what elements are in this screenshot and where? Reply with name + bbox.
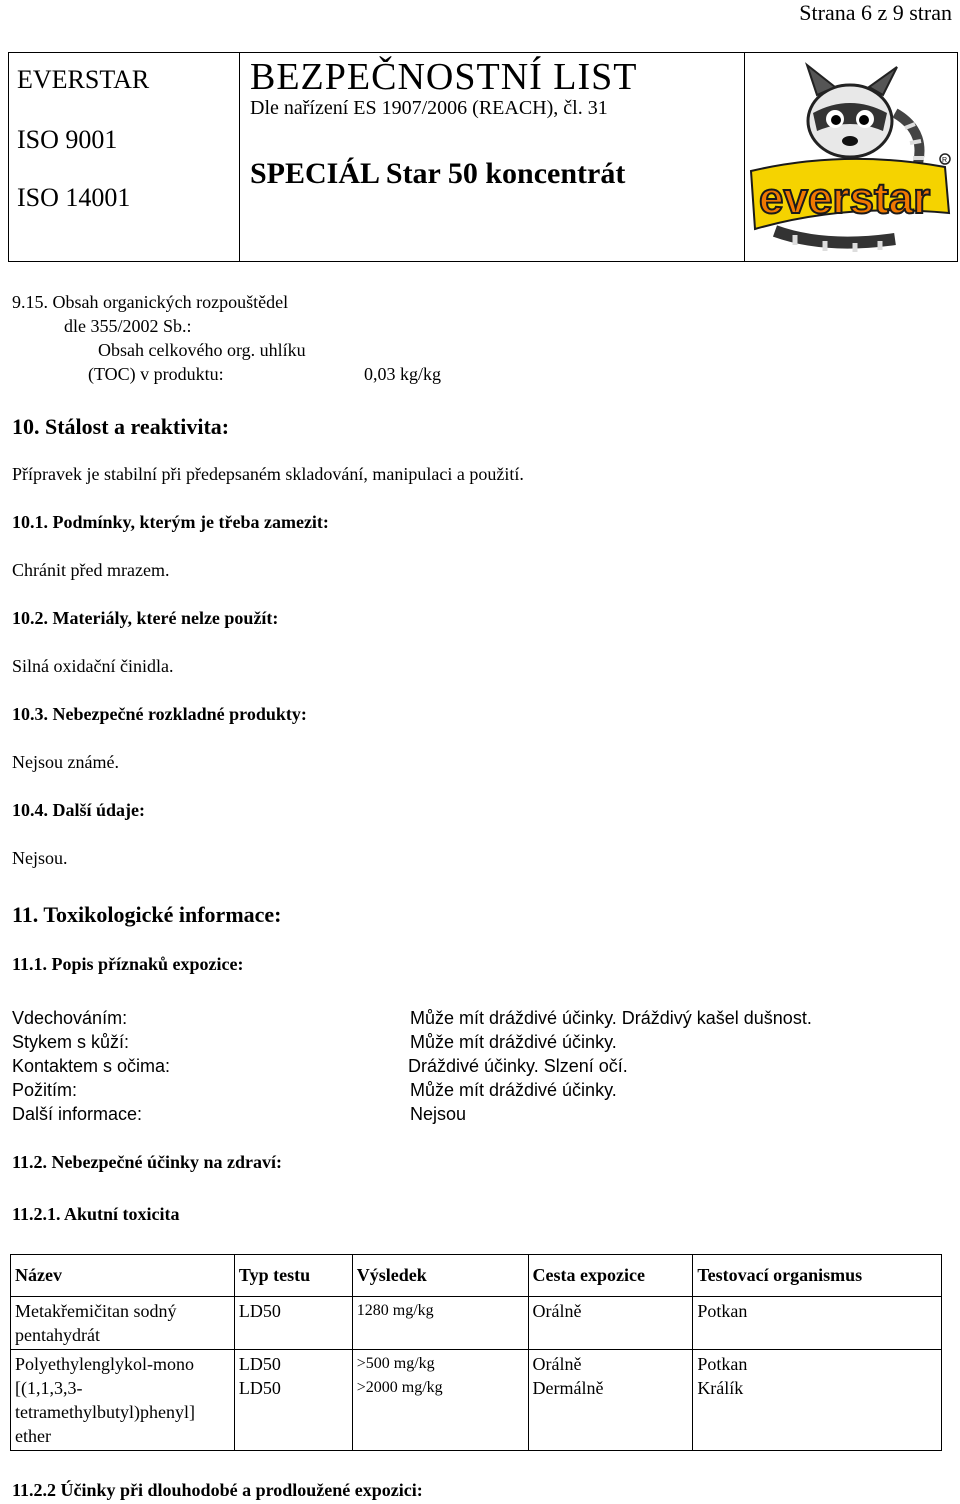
cell-line: Orálně — [532, 1301, 582, 1321]
cell-line: Orálně — [532, 1354, 582, 1374]
cell-organism — [693, 1297, 942, 1350]
exposure-value-eyes: Dráždivé účinky. Slzení očí. — [408, 1056, 628, 1076]
section-10-2-heading: 10.2. Materiály, které nelze použít: — [12, 608, 279, 628]
cell-line: >500 mg/kg — [356, 1355, 435, 1372]
svg-text:R: R — [942, 157, 948, 164]
table-row — [11, 1297, 942, 1350]
header-title-cell — [239, 52, 745, 262]
cell-route — [528, 1297, 693, 1350]
regulation-reference: Dle nařízení ES 1907/2006 (REACH), čl. 31 — [250, 97, 608, 119]
exposure-value-other: Nejsou — [410, 1104, 467, 1124]
cell-line: [(1,1,3,3- — [15, 1378, 83, 1398]
table-header-row — [11, 1255, 942, 1297]
exposure-label-other: Další informace: — [12, 1104, 143, 1124]
cell-line: LD50 — [238, 1301, 281, 1321]
section-10-3-text: Nejsou známé. — [12, 752, 119, 772]
cell-line: Polyethylenglykol-mono — [15, 1354, 194, 1374]
cell-name — [11, 1350, 235, 1451]
cell-test — [234, 1350, 352, 1451]
col-header-name: Název — [11, 1255, 235, 1297]
exposure-value-skin: Může mít dráždivé účinky. — [410, 1032, 617, 1052]
section-10-heading: 10. Stálost a reaktivita: — [12, 414, 230, 439]
table-row — [11, 1350, 942, 1451]
section-10-4-text: Nejsou. — [12, 848, 68, 868]
cell-line: 1280 mg/kg — [356, 1302, 434, 1319]
exposure-value-ingestion: Může mít dráždivé účinky. — [410, 1080, 617, 1100]
section-11-2-2-heading: 11.2.2 Účinky při dlouhodobé a prodloužené expozici: — [12, 1480, 423, 1500]
document-header — [8, 52, 958, 262]
raccoon-tail-icon — [775, 231, 895, 252]
cell-line: LD50 — [238, 1378, 281, 1398]
exposure-label-skin: Stykem s kůží: — [12, 1032, 130, 1052]
col-header-test-type: Typ testu — [234, 1255, 352, 1297]
cell-result — [352, 1297, 528, 1350]
header-company-cell — [8, 52, 240, 262]
section-11-2-heading: 11.2. Nebezpečné účinky na zdraví: — [12, 1152, 282, 1172]
header-logo-cell — [744, 52, 958, 262]
product-name: SPECIÁL Star 50 koncentrát — [250, 157, 626, 190]
s915-title-line2: dle 355/2002 Sb.: — [64, 316, 192, 336]
col-header-organism: Testovací organismus — [693, 1255, 942, 1297]
cell-line: >2000 mg/kg — [356, 1379, 443, 1396]
cell-organism — [693, 1350, 942, 1451]
document-title: BEZPEČNOSTNÍ LIST — [250, 56, 638, 98]
section-10-2-text: Silná oxidační činidla. — [12, 656, 174, 676]
everstar-logo — [745, 53, 957, 261]
cell-line: Metakřemičitan sodný — [15, 1301, 177, 1321]
logo-wordmark: everstar — [759, 174, 931, 223]
cell-line: Potkan — [697, 1301, 748, 1321]
cell-line: Dermálně — [532, 1378, 604, 1398]
section-11-heading: 11. Toxikologické informace: — [12, 902, 282, 927]
cell-result — [352, 1350, 528, 1451]
acute-toxicity-table — [10, 1254, 942, 1451]
section-11-1-heading: 11.1. Popis příznaků expozice: — [12, 954, 244, 974]
section-10-3-heading: 10.3. Nebezpečné rozkladné produkty: — [12, 704, 307, 724]
cell-line: ether — [15, 1426, 51, 1446]
cell-route — [528, 1350, 693, 1451]
exposure-label-inhalation: Vdechováním: — [12, 1008, 128, 1028]
exposure-label-eyes: Kontaktem s očima: — [12, 1056, 171, 1076]
company-name: EVERSTAR — [17, 65, 150, 94]
iso-9001: ISO 9001 — [17, 125, 118, 154]
col-header-result: Výsledek — [352, 1255, 528, 1297]
cell-test — [234, 1297, 352, 1350]
cell-line: tetramethylbutyl)phenyl] — [15, 1402, 195, 1422]
section-10-text: Přípravek je stabilní při předepsaném skladování, manipulaci a použití. — [12, 464, 524, 484]
s915-toc-value: 0,03 kg/kg — [364, 364, 442, 384]
section-10-1-heading: 10.1. Podmínky, kterým je třeba zamezit: — [12, 512, 329, 532]
section-10-4-heading: 10.4. Další údaje: — [12, 800, 146, 820]
cell-line: LD50 — [238, 1354, 281, 1374]
cell-line: Králík — [697, 1378, 744, 1398]
col-header-route: Cesta expozice — [528, 1255, 693, 1297]
raccoon-mascot-icon — [807, 65, 924, 173]
page-number: Strana 6 z 9 stran — [799, 0, 952, 25]
s915-label-line1: Obsah celkového org. uhlíku — [98, 340, 306, 360]
cell-line: Potkan — [697, 1354, 748, 1374]
exposure-value-inhalation: Může mít dráždivé účinky. Dráždivý kašel dušnost. — [410, 1008, 812, 1028]
section-11-2-1-heading: 11.2.1. Akutní toxicita — [12, 1204, 180, 1224]
s915-title-line1: 9.15. Obsah organických rozpouštědel — [12, 292, 289, 312]
section-10-1-text: Chránit před mrazem. — [12, 560, 170, 580]
s915-label-line2: (TOC) v produktu: — [88, 364, 224, 384]
cell-line: pentahydrát — [15, 1325, 100, 1345]
exposure-label-ingestion: Požitím: — [12, 1080, 78, 1100]
iso-14001: ISO 14001 — [17, 183, 131, 212]
cell-name — [11, 1297, 235, 1350]
